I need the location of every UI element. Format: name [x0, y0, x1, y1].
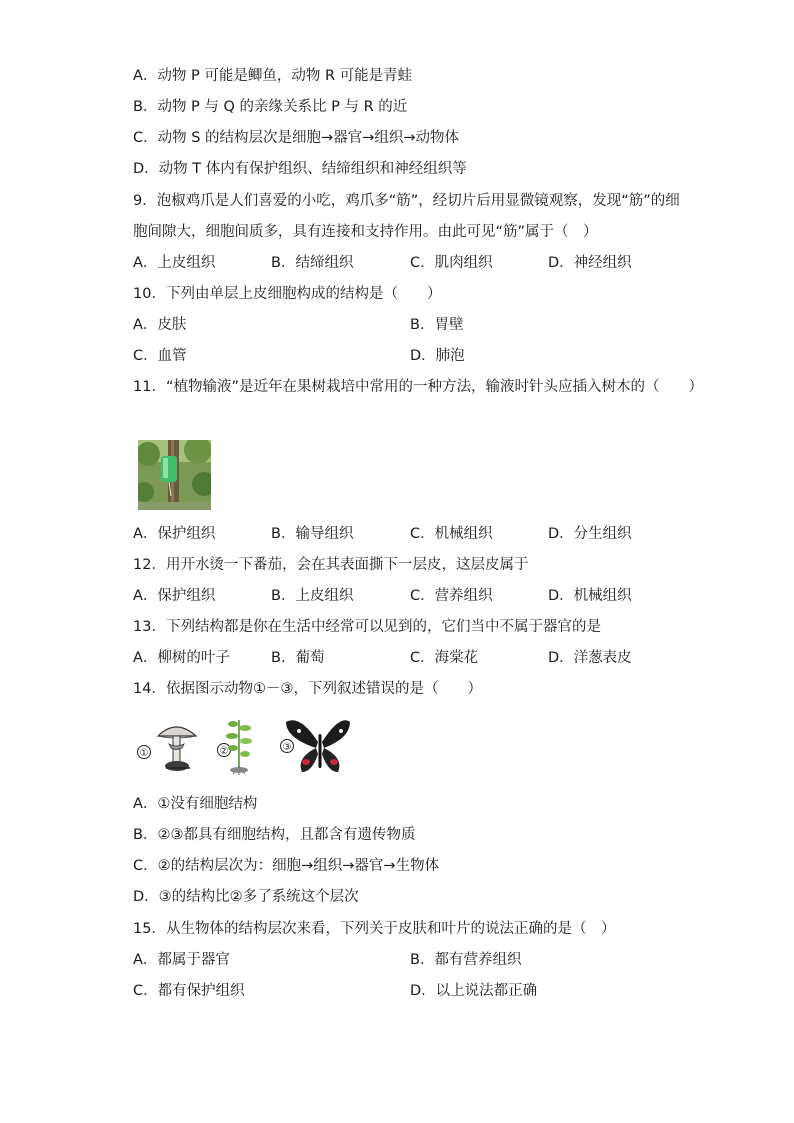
figure-label-3: ③ — [282, 742, 292, 753]
q15-stem: 15．从生物体的结构层次来看，下列关于皮肤和叶片的说法正确的是（ ） — [133, 921, 616, 937]
q11-option-d: D．分生组织 — [548, 526, 632, 542]
q13-stem: 13．下列结构都是你在生活中经常可以见到的，它们当中不属于器官的是 — [133, 619, 601, 635]
q9-option-b: B．结缔组织 — [271, 255, 354, 271]
organisms-figure — [136, 714, 352, 778]
q11-stem: 11．“植物输液”是近年在果树栽培中常用的一种方法，输液时针头应插入树木的（ ） — [133, 379, 703, 395]
q8-option-a: A．动物 P 可能是鲫鱼，动物 R 可能是青蛙 — [133, 68, 413, 84]
q11-option-b: B．输导组织 — [271, 526, 354, 542]
q15-option-c: C．都有保护组织 — [133, 983, 245, 999]
q13-option-c: C．海棠花 — [410, 650, 479, 666]
q12-option-b: B．上皮组织 — [271, 588, 354, 604]
figure-label-1: ① — [139, 748, 149, 759]
q13-option-b: B．葡萄 — [271, 650, 325, 666]
tree-infusion-photo — [138, 440, 211, 510]
q9-stem-line2: 胞间隙大，细胞间质多，具有连接和支持作用。由此可见“筋”属于（ ） — [133, 224, 598, 240]
mushroom-icon — [138, 727, 197, 771]
q10-option-c: C．血管 — [133, 348, 187, 364]
q12-option-d: D．机械组织 — [548, 588, 632, 604]
q9-stem-line1: 9．泡椒鸡爪是人们喜爱的小吃，鸡爪多“筋”，经切片后用显微镜观察，发现“筋”的细 — [133, 193, 680, 209]
q10-stem: 10．下列由单层上皮细胞构成的结构是（ ） — [133, 286, 442, 302]
q13-option-d: D．洋葱表皮 — [548, 650, 632, 666]
q8-option-c: C．动物 S 的结构层次是细胞→器官→组织→动物体 — [133, 130, 459, 146]
q9-option-c: C．肌肉组织 — [410, 255, 493, 271]
q12-option-a: A．保护组织 — [133, 588, 216, 604]
q10-option-d: D．肺泡 — [410, 348, 465, 364]
butterfly-icon — [281, 720, 351, 772]
q14-stem: 14．依据图示动物①－③，下列叙述错误的是（ ） — [133, 681, 482, 697]
q9-option-a: A．上皮组织 — [133, 255, 216, 271]
q14-option-c: C．②的结构层次为：细胞→组织→器官→生物体 — [133, 858, 440, 874]
q10-option-b: B．胃壁 — [410, 317, 464, 333]
q10-option-a: A．皮肤 — [133, 317, 187, 333]
q11-option-a: A．保护组织 — [133, 526, 216, 542]
q13-option-a: A．柳树的叶子 — [133, 650, 230, 666]
q12-stem: 12．用开水烫一下番茄，会在其表面撕下一层皮，这层皮属于 — [133, 557, 529, 573]
q8-option-b: B．动物 P 与 Q 的亲缘关系比 P 与 R 的近 — [133, 99, 408, 115]
q14-figure — [136, 714, 352, 778]
q15-option-d: D．以上说法都正确 — [410, 983, 538, 999]
q8-option-d: D．动物 T 体内有保护组织、结缔组织和神经组织等 — [133, 161, 467, 177]
figure-label-2: ② — [219, 746, 229, 757]
q15-option-b: B．都有营养组织 — [410, 952, 522, 968]
q14-option-a: A．①没有细胞结构 — [133, 796, 258, 812]
plant-icon — [218, 720, 253, 775]
q9-option-d: D．神经组织 — [548, 255, 632, 271]
q15-option-a: A．都属于器官 — [133, 952, 230, 968]
q14-option-b: B．②③都具有细胞结构，且都含有遗传物质 — [133, 827, 416, 843]
q14-option-d: D．③的结构比②多了系统这个层次 — [133, 889, 359, 905]
q12-option-c: C．营养组织 — [410, 588, 493, 604]
tree-infusion-image — [138, 440, 211, 510]
q11-option-c: C．机械组织 — [410, 526, 493, 542]
